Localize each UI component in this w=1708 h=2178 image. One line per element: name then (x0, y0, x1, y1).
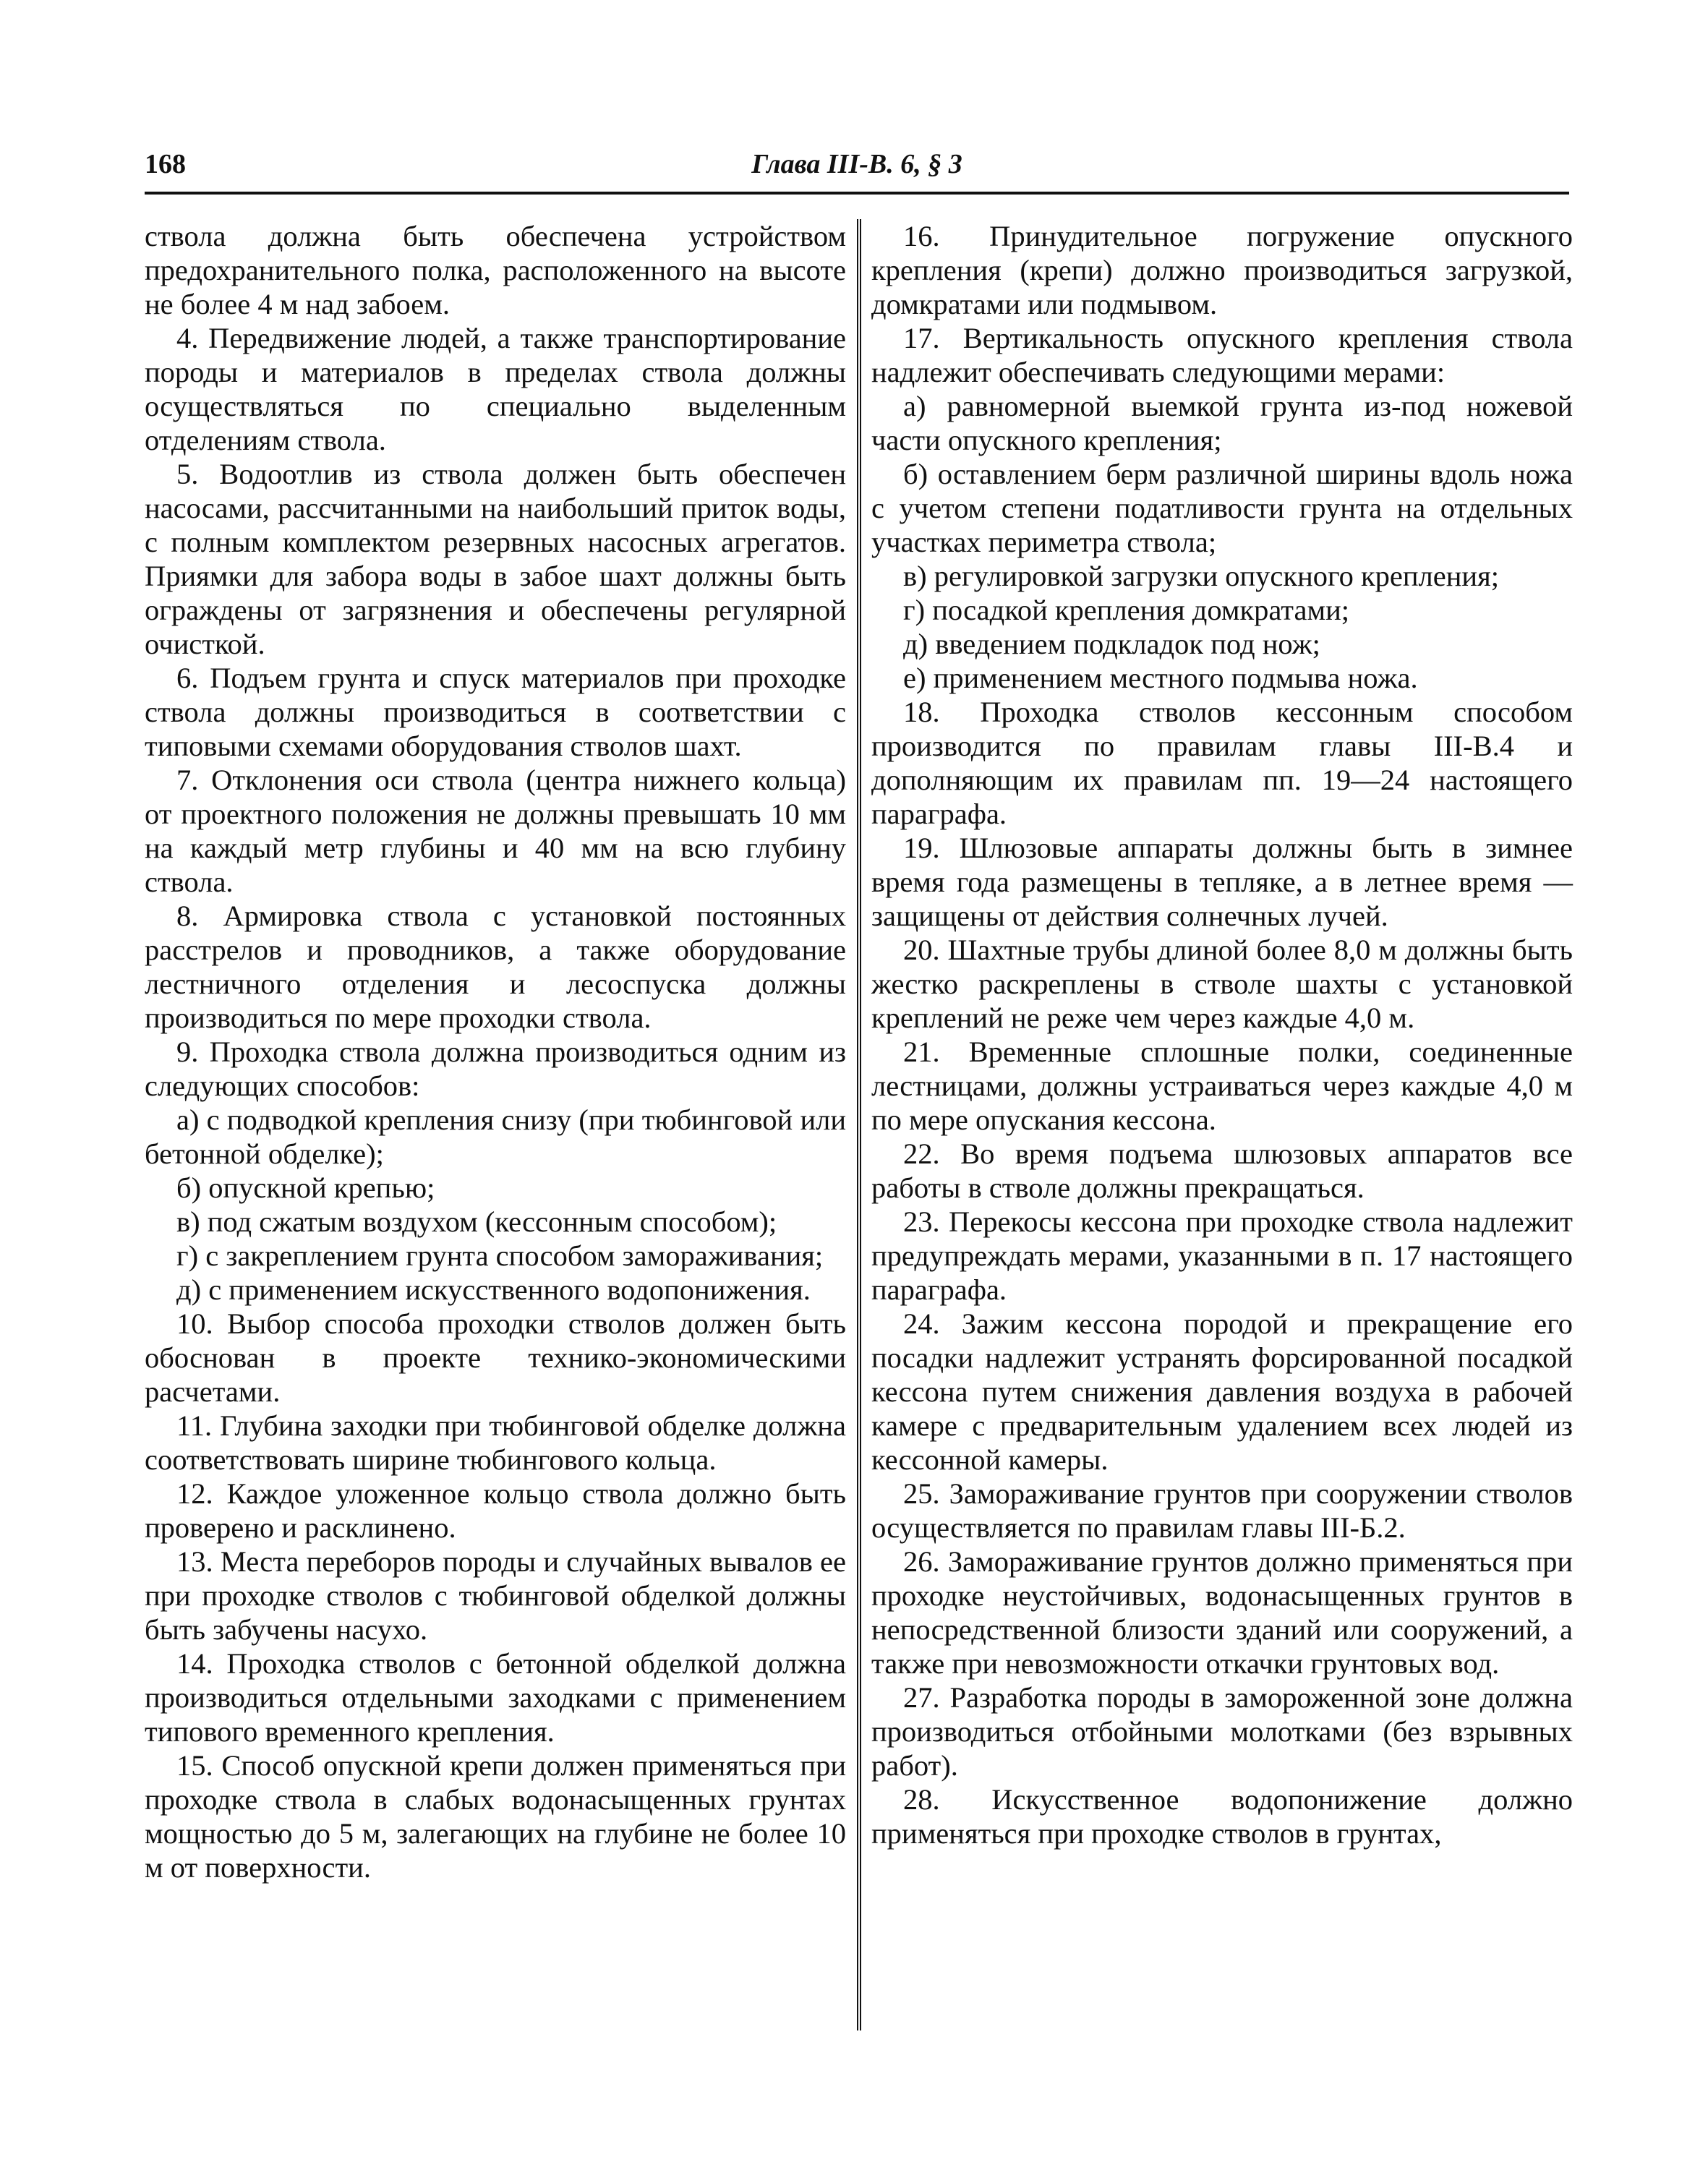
paragraph: 27. Разработка породы в замороженной зоне должна производиться отбойными молотками (без взрывных работ). (871, 1681, 1573, 1782)
list-item: г) посадкой крепления домкратами; (903, 594, 1350, 626)
paragraph: 8. Армировка ствола с установкой постоянных расстрелов и проводников, а также оборудование лестничного отделения и лесоспуска должны производиться по мере проходки ствола. (145, 900, 846, 1034)
list-item: в) под сжатым воздухом (кессонным способом); (176, 1205, 777, 1238)
list-item: а) равномерной выемкой грунта из-под ножевой части опускного крепления; (871, 390, 1573, 456)
list-item: д) введением подкладок под нож; (903, 628, 1320, 660)
paragraph: 9. Проходка ствола должна производиться одним из следующих способов: (145, 1035, 846, 1102)
paragraph: 13. Места переборов породы и случайных вывалов ее при проходке стволов с тюбинговой обделкой должны быть забучены насухо. (145, 1545, 846, 1646)
paragraph: 28. Искусственное водопонижение должно применяться при проходке стволов в грунтах, (871, 1783, 1573, 1850)
paragraph: ствола должна быть обеспечена устройством предохранительного полка, расположенного на высоте не более 4 м над забоем. (145, 220, 846, 320)
paragraph: 11. Глубина заходки при тюбинговой обделке должна соответствовать ширине тюбингового кольца. (145, 1409, 846, 1476)
list-item: г) с закреплением грунта способом замораживания; (176, 1239, 824, 1272)
paragraph: 16. Принудительное погружение опускного крепления (крепи) должно производиться загрузкой, домкратами или подмывом. (871, 220, 1573, 320)
paragraph: 14. Проходка стволов с бетонной обделкой должна производиться отдельными заходками с применением типового временного крепления. (145, 1647, 846, 1748)
paragraph: 6. Подъем грунта и спуск материалов при проходке ствола должны производиться в соответствии с типовыми схемами оборудования стволов шахт. (145, 662, 846, 762)
list-item: б) опускной крепью; (176, 1171, 435, 1204)
paragraph: 12. Каждое уложенное кольцо ствола должно быть проверено и расклинено. (145, 1477, 846, 1544)
paragraph: 25. Замораживание грунтов при сооружении стволов осуществляется по правилам главы III-Б.2. (871, 1477, 1573, 1544)
list-item: д) с применением искусственного водопонижения. (176, 1273, 811, 1306)
paragraph: 22. Во время подъема шлюзовых аппаратов все работы в стволе должны прекращаться. (871, 1137, 1573, 1204)
list-item: в) регулировкой загрузки опускного крепления; (903, 560, 1499, 592)
header-rule (145, 192, 1569, 195)
paragraph: 24. Зажим кессона породой и прекращение его посадки надлежит устранять форсированной посадкой кессона путем снижения давления воздуха в рабочей камере с предварительным удалением всех людей из кессонной камеры. (871, 1307, 1573, 1476)
page-number: 168 (145, 149, 186, 179)
list-item: а) с подводкой крепления снизу (при тюбинговой или бетонной обделке); (145, 1103, 846, 1170)
column-divider (857, 219, 861, 2030)
paragraph: 10. Выбор способа проходки стволов должен быть обоснован в проекте технико-экономическими расчетами. (145, 1307, 846, 1408)
paragraph: 21. Временные сплошные полки, соединенные лестницами, должны устраиваться через каждые 4,0 м по мере опускания кессона. (871, 1035, 1573, 1136)
page-header (145, 148, 1569, 192)
list-item: е) применением местного подмыва ножа. (903, 662, 1418, 694)
left-column (145, 219, 846, 1884)
list-item: б) оставлением берм различной ширины вдоль ножа с учетом степени податливости грунта на отдельных участках периметра ствола; (871, 458, 1573, 558)
paragraph: 19. Шлюзовые аппараты должны быть в зимнее время года размещены в тепляке, а в летнее время — защищены от действия солнечных лучей. (871, 832, 1573, 932)
paragraph: 23. Перекосы кессона при проходке ствола надлежит предупреждать мерами, указанными в п. 17 настоящего параграфа. (871, 1205, 1573, 1306)
paragraph: 18. Проходка стволов кессонным способом производится по правилам главы III-В.4 и дополняющим их правилам пп. 19—24 настоящего параграфа. (871, 696, 1573, 830)
paragraph: 7. Отклонения оси ствола (центра нижнего кольца) от проектного положения не должны превышать 10 мм на каждый метр глубины и 40 мм на всю глубину ствола. (145, 764, 846, 898)
running-head: Глава III-В. 6, § 3 (751, 149, 962, 179)
paragraph: 4. Передвижение людей, а также транспортирование породы и материалов в пределах ствола должны осуществляться по специально выделенным отделениям ствола. (145, 322, 846, 456)
paragraph: 17. Вертикальность опускного крепления ствола надлежит обеспечивать следующими мерами: (871, 322, 1573, 388)
paragraph: 15. Способ опускной крепи должен применяться при проходке ствола в слабых водонасыщенных грунтах мощностью до 5 м, залегающих на глубине не более 10 м от поверхности. (145, 1749, 846, 1884)
right-column (871, 219, 1573, 1850)
paragraph: 26. Замораживание грунтов должно применяться при проходке неустойчивых, водонасыщенных грунтов в непосредственной близости зданий или сооружений, а также при невозможности откачки грунтовых вод. (871, 1545, 1573, 1680)
paragraph: 5. Водоотлив из ствола должен быть обеспечен насосами, рассчитанными на наибольший приток воды, с полным комплектом резервных насосных агрегатов. Приямки для забора воды в забое шахт должны быть ограждены от загрязнения и обеспечены регулярной очисткой. (145, 458, 846, 660)
paragraph: 20. Шахтные трубы длиной более 8,0 м должны быть жестко раскреплены в стволе шахты с установкой креплений не реже чем через каждые 4,0 м. (871, 934, 1573, 1034)
